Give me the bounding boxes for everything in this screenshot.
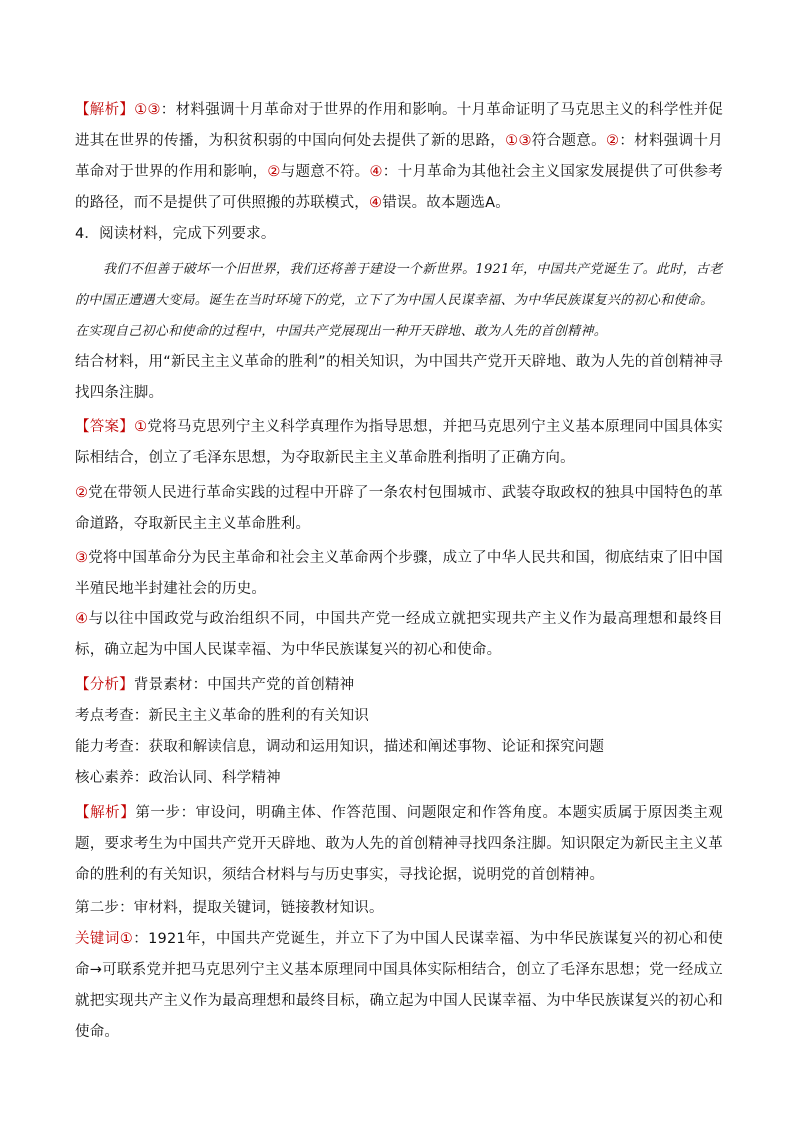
answer-text: 党在带领人民进行革命实践的过程中开辟了一条农村包围城市、武装夺取政权的独具中国特色的革命道路，夺取新民主主义革命胜利。 [75, 485, 723, 532]
answer-item-4 [75, 604, 723, 666]
analysis-text: 错误。故本题选A。 [382, 195, 510, 211]
analysis-tag: 【解析】 [75, 102, 135, 118]
option-number: ② [267, 164, 281, 180]
question-prompt: 结合材料，用“新民主主义革命的胜利”的相关知识，为中国共产党开天辟地、敢为人先的首创精神寻找四条注脚。 [75, 354, 723, 401]
answer-text: 党将中国革命分为民主革命和社会主义革命两个步骤，成立了中华人民共和国，彻底结束了旧中国半殖民地半封建社会的历史。 [75, 550, 723, 597]
explain-step-1 [75, 798, 723, 891]
question-material: 我们不但善于破坏一个旧世界，我们还将善于建设一个新世界。1921年，中国共产党诞生了。此时，古老的中国正遭遇大变局。诞生在当时环境下的党，立下了为中国人民谋幸福、为中华民族谋复兴的初心和使命。在实现自己初心和使命的过程中，中国共产党展现出一种开天辟地、敢为人先的首创精神。 [75, 262, 723, 339]
analysis-ability: 能力考查：获取和解读信息，调动和运用知识，描述和阐述事物、论证和探究问题 [75, 739, 605, 755]
answer-number: ③ [75, 550, 89, 566]
answer-item-1 [75, 412, 723, 474]
keyword-number: ① [119, 931, 134, 947]
answer-text: 与以往中国政党与政治组织不同，中国共产党一经成立就把实现共产主义作为最高理想和最终目标，确立起为中国人民谋幸福、为中华民族谋复兴的初心和使命。 [75, 611, 723, 658]
analysis-text: ：材料强调十月革命对于世界的作用和影响。十月革命证明了马克思主义的科学性并促进其在世界的传播，为积贫积弱的中国向何处去提供了新的思路， [75, 102, 723, 149]
answer-item-3 [75, 543, 723, 605]
answer-number: ② [75, 485, 89, 501]
keyword-label: 关键词 [75, 931, 120, 947]
explain-tag: 【解析】 [75, 805, 136, 821]
analysis-point: 考点考查：新民主主义革命的胜利的有关知识 [75, 708, 369, 724]
option-number: ② [605, 133, 620, 149]
option-numbers: ①③ [134, 102, 161, 118]
option-numbers: ①③ [505, 133, 532, 149]
answer-number: ① [134, 419, 148, 435]
question-stem: 4．阅读材料，完成下列要求。 [75, 226, 276, 242]
analysis-paragraph-1 [75, 95, 723, 219]
analysis-core: 核心素养：政治认同、科学精神 [75, 770, 281, 786]
answer-tag: 【答案】 [75, 419, 135, 435]
analysis-text: 符合题意。 [531, 133, 606, 149]
explain-step-2: 第二步：审材料，提取关键词，链接教材知识。 [75, 900, 384, 916]
analysis-text: ：十月革命为其他社会主义国家发展提供了可供参考的路径，而不是提供了可供照搬的苏联模式， [75, 164, 723, 211]
step-text: 第一步：审设问，明确主体、作答范围、问题限定和作答角度。本题实质属于原因类主观题，要求考生为中国共产党开天辟地、敢为人先的首创精神寻找四条注脚。知识限定为新民主主义革命的胜利的有关知识，须结合材料与与历史事实，寻找论据，说明党的首创精神。 [75, 805, 724, 883]
analysis-text: ：材料强调十月革命对于世界的作用和影响， [75, 133, 724, 180]
background-text: 背景素材：中国共产党的首创精神 [133, 677, 355, 693]
analysis-background [75, 670, 723, 701]
answer-item-2 [75, 478, 723, 540]
keyword-text: ：1921年，中国共产党诞生，并立下了为中国人民谋幸福、为中华民族谋复兴的初心和使命→可联系党并把马克思列宁主义基本原理同中国具体实际相结合，创立了毛泽东思想；党一经成立就把实现共产主义作为最高理想和最终目标，确立起为中国人民谋幸福、为中华民族谋复兴的初心和使命。 [75, 931, 723, 1040]
keyword-paragraph [75, 924, 723, 1048]
analysis-text: 与题意不符。 [280, 164, 370, 180]
answer-text: 党将马克思列宁主义科学真理作为指导思想，并把马克思列宁主义基本原理同中国具体实际相结合，创立了毛泽东思想，为夺取新民主主义革命胜利指明了正确方向。 [75, 419, 723, 466]
answer-number: ④ [75, 611, 89, 627]
analysis-section-tag: 【分析】 [75, 677, 134, 693]
option-number: ④ [369, 195, 383, 211]
option-number: ④ [369, 164, 383, 180]
